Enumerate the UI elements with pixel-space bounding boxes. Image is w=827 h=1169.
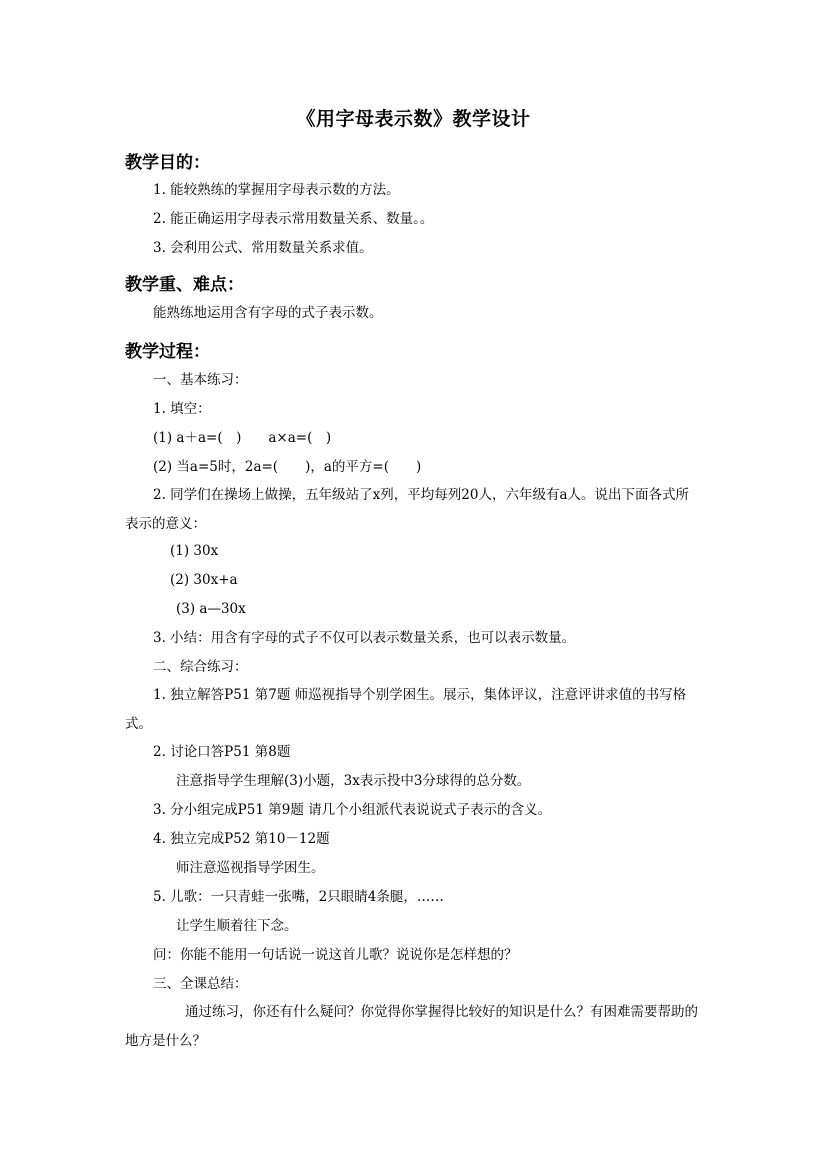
comprehensive-item-2: 2. 讨论口答P51 第8题 xyxy=(153,744,291,760)
question-2-item-2: (2) 30x+a xyxy=(170,572,238,588)
part1-heading: 一、基本练习： xyxy=(153,372,248,388)
comprehensive-item-5-note: 让学生顺着往下念。 xyxy=(176,918,298,934)
question-ask: 问：你能不能用一句话说一说这首儿歌？说说你是怎样想的？ xyxy=(153,947,518,963)
goals-heading: 教学目的： xyxy=(125,153,210,173)
comprehensive-item-1: 1. 独立解答P51 第7题 师巡视指导个别学困生。展示，集体评议，注意评讲求值的书写格式。 xyxy=(125,687,687,732)
part3-heading: 三、全课总结： xyxy=(153,976,248,992)
goal-item-2: 2. 能正确运用字母表示常用数量关系、数量。。 xyxy=(153,211,434,227)
document-title: 《用字母表示数》教学设计 xyxy=(296,108,531,130)
key-heading: 教学重、难点： xyxy=(125,275,244,295)
comprehensive-item-4: 4. 独立完成P52 第10－12题 xyxy=(153,831,330,847)
small-summary: 3. 小结：用含有字母的式子不仅可以表示数量关系，也可以表示数量。 xyxy=(153,630,576,646)
process-heading: 教学过程： xyxy=(125,342,210,362)
fill-item-2: (2) 当a=5时，2a=( )，a的平方=( ) xyxy=(153,459,422,475)
question-2: 2. 同学们在操场上做操，五年级站了x列，平均每列20人，六年级有a人。说出下面各式所表示的意义： xyxy=(125,487,690,532)
final-summary: 通过练习，你还有什么疑问？你觉得你掌握得比较好的知识是什么？有困难需要帮助的地方是什么？ xyxy=(125,1004,698,1049)
comprehensive-item-3: 3. 分小组完成P51 第9题 请几个小组派代表说说式子表示的含义。 xyxy=(153,802,552,818)
question-2-item-3: (3) a—30x xyxy=(176,601,246,617)
fill-label: 1. 填空： xyxy=(153,401,211,417)
comprehensive-item-5: 5. 儿歌：一只青蛙一张嘴，2只眼睛4条腿，…… xyxy=(153,889,444,905)
goal-item-3: 3. 会利用公式、常用数量关系求值。 xyxy=(153,240,373,256)
comprehensive-item-2-note: 注意指导学生理解(3)小题，3x表示投中3分球得的总分数。 xyxy=(176,773,531,789)
comprehensive-item-4-note: 师注意巡视指导学困生。 xyxy=(176,860,325,876)
key-text: 能熟练地运用含有字母的式子表示数。 xyxy=(153,305,383,321)
part2-heading: 二、综合练习： xyxy=(153,659,248,675)
goal-item-1: 1. 能较熟练的掌握用字母表示数的方法。 xyxy=(153,182,400,198)
question-2-item-1: (1) 30x xyxy=(170,543,219,559)
fill-item-1: (1) a＋a=( ) a×a=( ) xyxy=(153,430,332,446)
